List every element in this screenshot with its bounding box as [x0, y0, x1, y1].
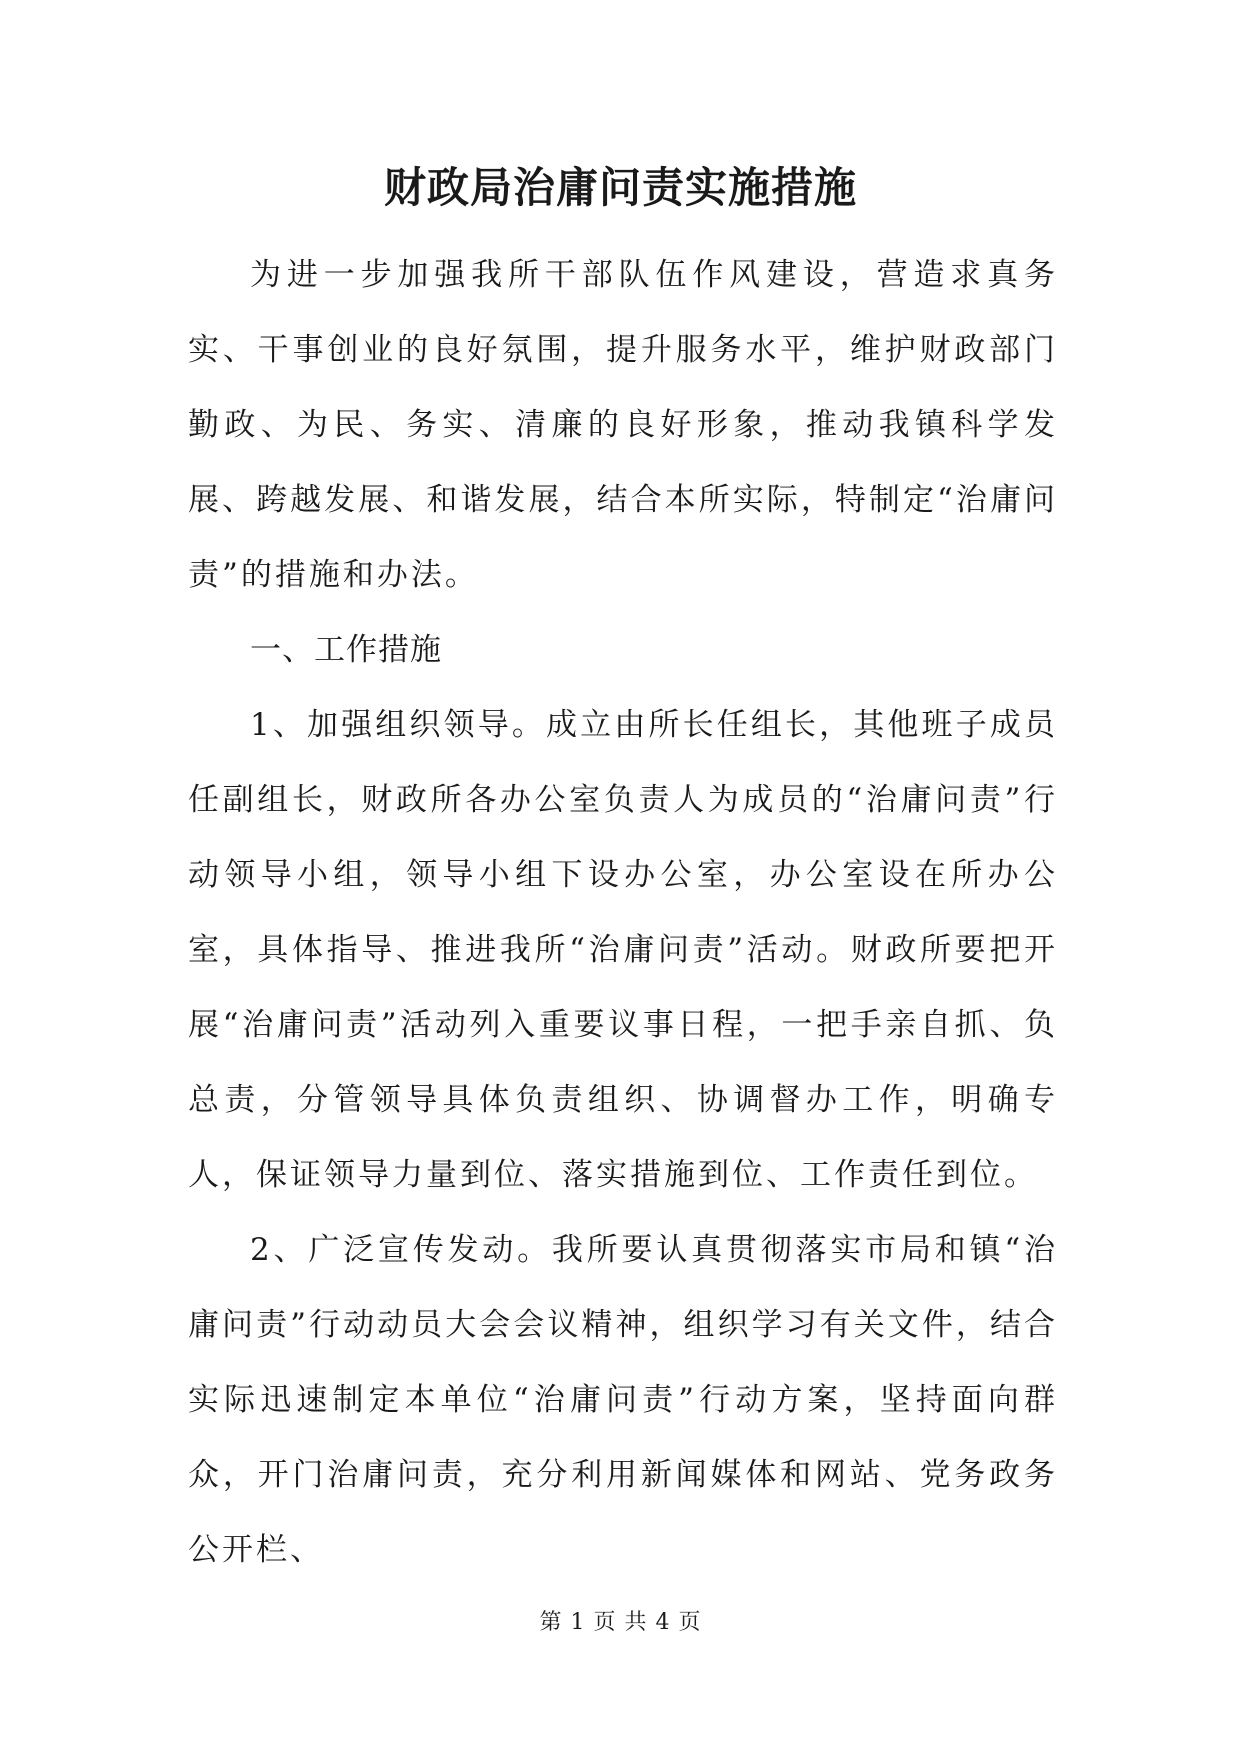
document-title: 财政局治庸问责实施措施 — [383, 163, 857, 212]
paragraph-organization-leadership: 1、加强组织领导。成立由所长任组长，其他班子成员任副组长，财政所各办公室负责人为成员的“治庸问责”行动领导小组，领导小组下设办公室，办公室设在所办公室，具体指导、推进我所“治庸问责”活动。财政所要把开展“治庸问责”活动列入重要议事日程，一把手亲自抓、负总责，分管领导具体负责组织、协调督办工作，明确专人，保证领导力量到位、落实措施到位、工作责任到位。 — [188, 707, 1058, 1193]
document-body — [188, 238, 1058, 1588]
page-number-footer: 第 1 页 共 4 页 — [539, 1610, 702, 1635]
paragraph-publicity-mobilization: 2、广泛宣传发动。我所要认真贯彻落实市局和镇“治庸问责”行动动员大会会议精神，组织学习有关文件，结合实际迅速制定本单位“治庸问责”行动方案，坚持面向群众，开门治庸问责，充分利用新闻媒体和网站、党务政务公开栏、 — [188, 1232, 1058, 1568]
paragraph-intro: 为进一步加强我所干部队伍作风建设，营造求真务实、干事创业的良好氛围，提升服务水平，维护财政部门勤政、为民、务实、清廉的良好形象，推动我镇科学发展、跨越发展、和谐发展，结合本所实际，特制定“治庸问责”的措施和办法。 — [188, 257, 1058, 593]
section-heading-work-measures: 一、工作措施 — [250, 632, 442, 668]
